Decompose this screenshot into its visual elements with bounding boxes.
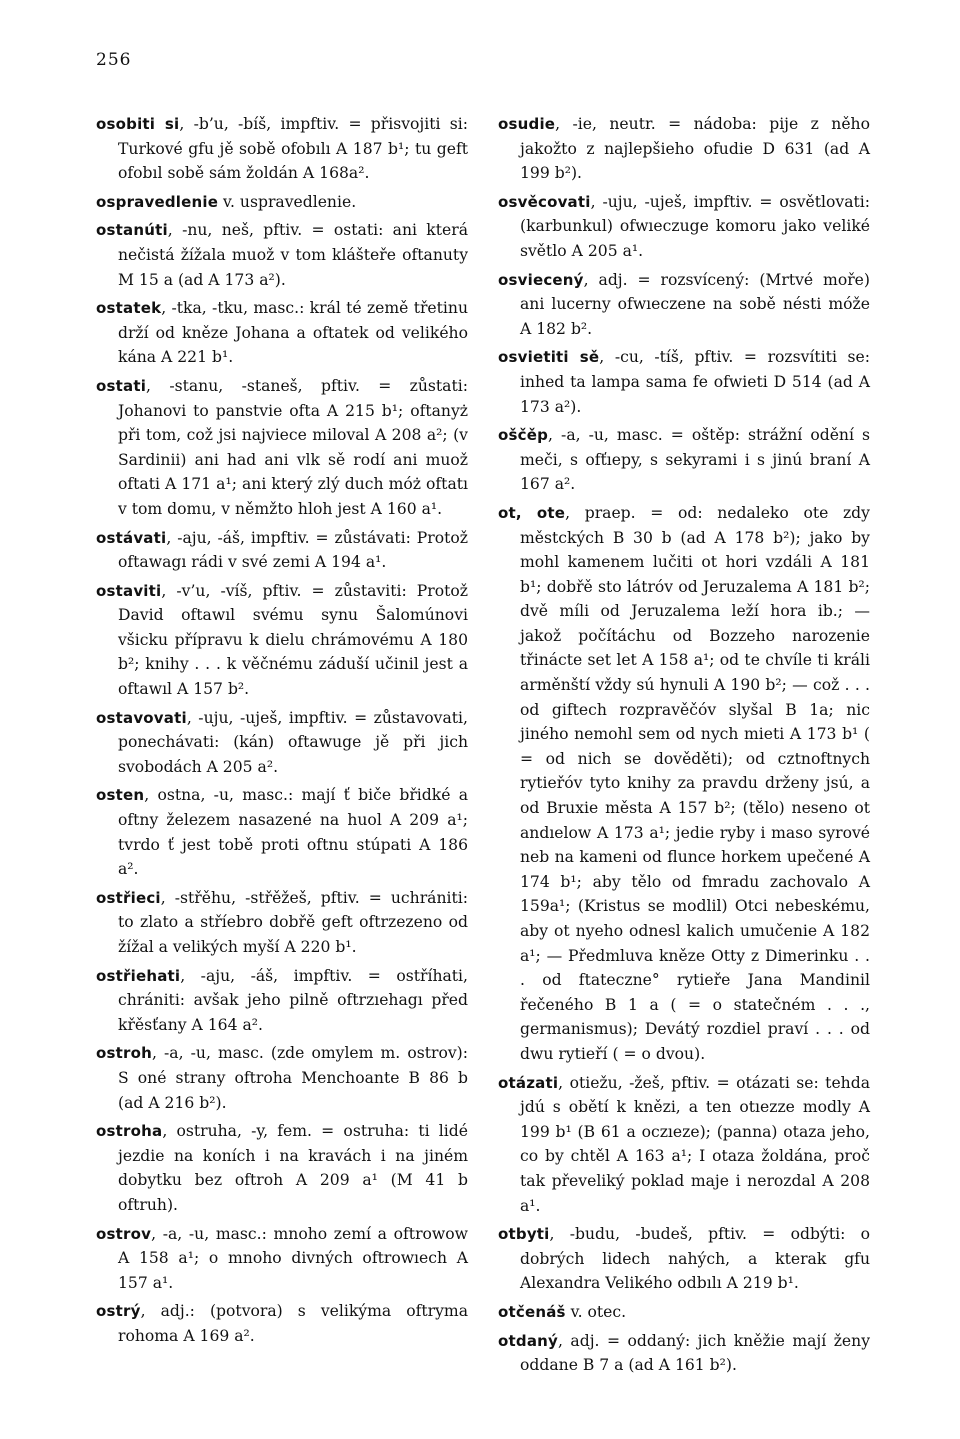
- entry-headword: osviecený: [498, 270, 584, 289]
- entry-definition: , -uju, -uješ, impftiv. = osvětlovati: (karbunkul) ofwıeczuge komoru jako veliké světlo A 205 a¹.: [520, 192, 870, 260]
- entry-definition: , -střěhu, -střěžeš, pftiv. = uchrániti: to zlato a stříebro dobřě geft oftrzezeno od žížal a velikých myší A 220 b¹.: [118, 888, 468, 956]
- left-column: [96, 112, 468, 1353]
- entry-headword: ostanúti: [96, 221, 168, 240]
- dictionary-entry: [498, 423, 870, 497]
- dictionary-entry: [498, 1222, 870, 1296]
- entry-definition: , -a, -u, masc. (zde omylem m. ostrov): S oné strany oftroha Menchoante B 86 b (ad A 216 b²).: [118, 1044, 468, 1112]
- entry-definition: , -a, -u, masc. = oštěp: strážní odění s meči, s ofťıepy, s sekyrami i s jinú braní A 167 a².: [520, 426, 870, 494]
- dictionary-entry: [96, 1041, 468, 1115]
- entry-headword: otčenáš: [498, 1302, 566, 1321]
- dictionary-entry: [498, 501, 870, 1067]
- dictionary-entry: [498, 190, 870, 264]
- entry-definition: , -b’u, -bíš, impftiv. = přisvojiti si: Turkové gfu jě sobě ofobılı A 187 b¹; tu geft ofobıl sobě sám žoldán A 168a².: [118, 115, 469, 183]
- dictionary-entry: [498, 1329, 870, 1378]
- entry-definition: , -nu, neš, pftiv. = ostati: ani která nečistá žížala muož v tom klášteře oftanuty M 15 a (ad A 173 a²).: [118, 221, 468, 289]
- dictionary-entry: [96, 964, 468, 1038]
- entry-headword: osvietiti sě: [498, 348, 600, 367]
- dictionary-entry: [96, 1299, 468, 1348]
- entry-headword: osobiti si: [96, 115, 180, 133]
- entry-headword: ostavovati: [96, 708, 187, 727]
- entry-definition: v. otec.: [565, 1302, 627, 1321]
- dictionary-entry: [96, 783, 468, 881]
- entry-definition: , -aju, -áš, impftiv. = zůstávati: Protož oftawagı rádi v své zemi A 194 a¹.: [118, 528, 468, 572]
- entry-definition: , -ie, neutr. = nádoba: pije z něho jakožto z najlepšieho ofudie D 631 (ad A 199 b²).: [520, 115, 870, 183]
- entry-definition: , praep. = od: nedaleko ote zdy městckých B 30 b (ad A 178 b²); jako by mohl kamenem lučiti ot hori vzdáli A 181 b¹; dobřě sto látróv od Jeruzalema A 181 b²; dvě míli od Jeruzalema leží hora ib.; — jakož počítáchu od Bozzeho narozenie třinácte set let A 158 a¹; od te chvíle ti králi arměnští vždy sú hynuli A 190 b²; — což . . . od giftech rozpravěčóv slyšal B 1a; nic jiného nemohl sem od nych mieti A 173 b¹ ( = od nich se dověděti); od cztnoftnych rytieřóv tyto knihy za pravdu drženy jsú, a od Bruxie města A 157 b²; (tělo) neseno ot andıelow A 173 a¹; jedie ryby i maso syrové neb na kameni od flunce horkem upečené A 174 b¹; aby tělo od fmradu zachovalo A 159a¹; (Kristus se modlil) Otci nebeskému, aby ot nyeho odnesl kalich umučenie A 182 a¹; — Předmluva kněze Otty z Dimerinku . . . od ftateczne° rytieře Jana Mandinil řečeného B 1 a ( = o statečném . . ., germanismus); Devátý rozdiel praví . . . od dwu rytieří ( = o dvou).: [520, 503, 870, 1063]
- entry-headword: ostati: [96, 376, 147, 395]
- entry-definition: , -aju, -áš, impftiv. = ostříhati, chrániti: avšak jeho pilně oftrzıehagı před křěsťany A 164 a².: [118, 966, 468, 1034]
- dictionary-entry: [96, 218, 468, 292]
- entry-definition: , -v’u, -víš, pftiv. = zůstaviti: Protož David oftawıl svému synu Šalomúnovi všicku přípravu k dielu chrámovému A 180 b²; knihy . . . k věčnému záduší učinil jest a oftawıl A 157 b².: [118, 581, 468, 699]
- dictionary-entry: [96, 579, 468, 702]
- dictionary-entry: [498, 268, 870, 342]
- entry-headword: ostrý: [96, 1302, 141, 1321]
- entry-definition: , adj.: (potvora) s velikýma oftryma rohoma A 169 a².: [118, 1302, 468, 1345]
- entry-definition: , adj. = rozsvícený: (Mrtvé moře) ani lucerny ofwıeczene na sobě nésti móže A 182 b².: [520, 270, 870, 338]
- entry-headword: oščěp: [498, 426, 549, 445]
- entry-definition: , -tka, -tku, masc.: král té země třetinu drží od kněze Johana a oftatek od velikého kána A 221 b¹.: [118, 299, 468, 367]
- entry-definition: , otiežu, -žeš, pftiv. = otázati se: tehda jdú s obětí k knězi, a ten otıezze modly A 199 b¹ (B 61 a oczıeze); (panna) otaza jeho, co by chtěl A 163 a¹; I otaza žoldána, proč tak převeliký poklad maje i nerozdal A 208 a¹.: [520, 1073, 870, 1215]
- dictionary-entry: [96, 374, 468, 522]
- entry-definition: , adj. = oddaný: jich kněžie mají ženy oddane B 7 a (ad A 161 b²).: [520, 1331, 870, 1375]
- entry-headword: ot, ote: [498, 503, 566, 522]
- entry-headword: ostřiehati: [96, 966, 181, 985]
- entry-headword: otázati: [498, 1073, 559, 1092]
- dictionary-entry: [498, 1071, 870, 1219]
- entry-headword: ostroh: [96, 1044, 152, 1063]
- entry-headword: ostatek: [96, 299, 162, 318]
- page-number: 256: [96, 50, 132, 70]
- entry-headword: osvěcovati: [498, 192, 591, 211]
- right-column: [498, 112, 870, 1382]
- dictionary-entry: [96, 526, 468, 575]
- entry-headword: ostřieci: [96, 888, 161, 907]
- entry-headword: ostaviti: [96, 581, 162, 600]
- entry-definition: , ostruha, -y, fem. = ostruha: ti lidé jezdie na koních i na kravách i na jiném dobytku bez oftroh A 209 a¹ (M 41 b oftruh).: [118, 1122, 468, 1214]
- entry-definition: v. uspravedlenie.: [218, 192, 357, 211]
- entry-headword: osudie: [498, 115, 556, 133]
- dictionary-entry: [96, 706, 468, 780]
- dictionary-entry: [96, 112, 468, 186]
- dictionary-entry: [96, 886, 468, 960]
- dictionary-entry: [96, 1119, 468, 1217]
- dictionary-entry: [498, 112, 870, 186]
- entry-headword: ospravedlenie: [96, 192, 219, 211]
- dictionary-entry: [498, 345, 870, 419]
- dictionary-entry: [96, 1222, 468, 1296]
- entry-headword: otdaný: [498, 1331, 558, 1350]
- entry-headword: ostrov: [96, 1224, 152, 1243]
- dictionary-entry: [498, 1300, 870, 1325]
- entry-definition: , -cu, -tíš, pftiv. = rozsvítiti se: inhed ta lampa sama fe ofwieti D 514 (ad A 173 a²).: [520, 348, 870, 416]
- entry-definition: , -budu, -budeš, pftiv. = odbýti: o dobrých lidech nahých, a kterak gfu Alexandra Velikého odbılı A 219 b¹.: [520, 1225, 870, 1293]
- entry-definition: , -uju, -uješ, impftiv. = zůstavovati, ponechávati: (kán) oftawuge jě při jich svobodách A 205 a².: [118, 708, 468, 776]
- entry-definition: , ostna, -u, masc.: mají ť biče břidké a oftny železem nasazené na huol A 209 a¹; tvrdo ť jest tobě proti oftnu stúpati A 186 a².: [118, 786, 468, 879]
- dictionary-entry: [96, 190, 468, 215]
- entry-headword: ostroha: [96, 1122, 163, 1141]
- dictionary-entry: [96, 296, 468, 370]
- entry-headword: osten: [96, 786, 145, 805]
- entry-definition: , -stanu, -staneš, pftiv. = zůstati: Johanovi to panstvie ofta A 215 b¹; oftanyż při tom, což jsi najviece miloval A 208 a²; (v Sardinii) ani had ani vlk sě rodí ani muož oftati A 171 a¹; ani který zlý duch móż oftatı v tom domu, v němžto hloh jest A 160 a¹.: [118, 376, 468, 518]
- entry-headword: ostávati: [96, 528, 167, 547]
- entry-definition: , -a, -u, masc.: mnoho zemí a oftrowow A 158 a¹; o mnoho divných oftrowıech A 157 a¹.: [118, 1224, 468, 1292]
- entry-headword: otbyti: [498, 1225, 550, 1244]
